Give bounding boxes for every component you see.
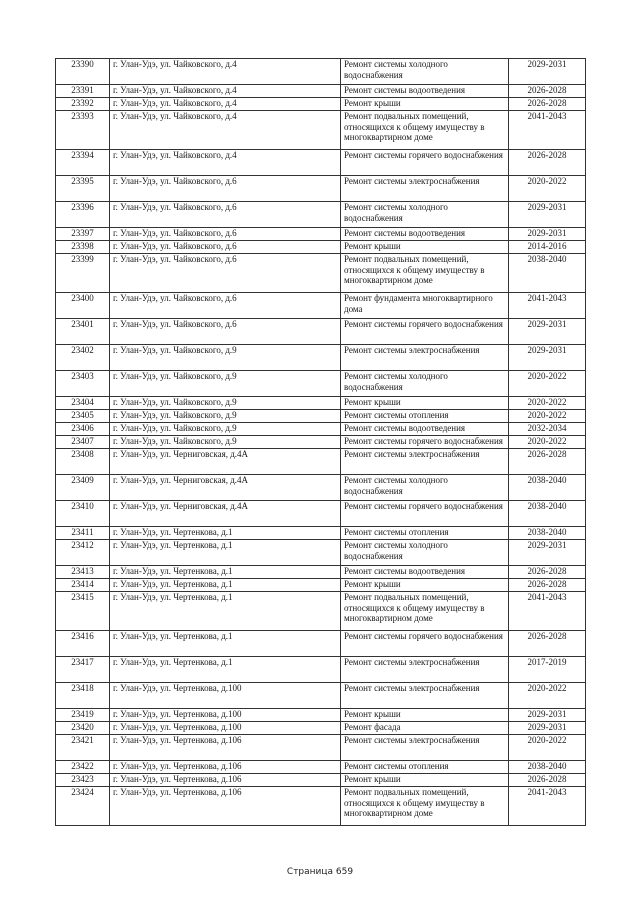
address-cell: г. Улан-Удэ, ул. Черниговская, д.4А	[110, 475, 341, 501]
work-type-cell: Ремонт системы водоотведения	[341, 228, 509, 241]
row-number-cell: 23417	[56, 657, 110, 683]
table-row	[56, 709, 586, 722]
table-row	[56, 319, 586, 345]
period-cell: 2029-2031	[509, 59, 586, 85]
work-type-cell: Ремонт системы горячего водоснабжения	[341, 150, 509, 176]
address-cell: г. Улан-Удэ, ул. Чертенкова, д.1	[110, 566, 341, 579]
row-number-cell: 23396	[56, 202, 110, 228]
period-cell: 2029-2031	[509, 540, 586, 566]
row-number-cell: 23390	[56, 59, 110, 85]
table-row	[56, 410, 586, 423]
row-number-cell: 23413	[56, 566, 110, 579]
period-cell: 2029-2031	[509, 709, 586, 722]
address-cell: г. Улан-Удэ, ул. Чайковского, д.4	[110, 85, 341, 98]
table-row	[56, 371, 586, 397]
row-number-cell: 23404	[56, 397, 110, 410]
row-number-cell: 23415	[56, 592, 110, 631]
work-type-cell: Ремонт системы электроснабжения	[341, 657, 509, 683]
period-cell: 2020-2022	[509, 371, 586, 397]
address-cell: г. Улан-Удэ, ул. Чайковского, д.4	[110, 150, 341, 176]
work-type-cell: Ремонт системы водоотведения	[341, 423, 509, 436]
table-row	[56, 566, 586, 579]
address-cell: г. Улан-Удэ, ул. Чайковского, д.4	[110, 111, 341, 150]
row-number-cell: 23421	[56, 735, 110, 761]
address-cell: г. Улан-Удэ, ул. Чайковского, д.6	[110, 293, 341, 319]
work-type-cell: Ремонт крыши	[341, 98, 509, 111]
table-row	[56, 345, 586, 371]
row-number-cell: 23403	[56, 371, 110, 397]
row-number-cell: 23398	[56, 241, 110, 254]
row-number-cell: 23416	[56, 631, 110, 657]
row-number-cell: 23411	[56, 527, 110, 540]
address-cell: г. Улан-Удэ, ул. Чертенкова, д.1	[110, 657, 341, 683]
table-row	[56, 397, 586, 410]
work-type-cell: Ремонт крыши	[341, 709, 509, 722]
address-cell: г. Улан-Удэ, ул. Чертенкова, д.106	[110, 787, 341, 826]
period-cell: 2026-2028	[509, 449, 586, 475]
period-cell: 2038-2040	[509, 761, 586, 774]
address-cell: г. Улан-Удэ, ул. Чайковского, д.9	[110, 371, 341, 397]
address-cell: г. Улан-Удэ, ул. Чайковского, д.6	[110, 176, 341, 202]
table-row	[56, 787, 586, 826]
work-type-cell: Ремонт системы холодного водоснабжения	[341, 475, 509, 501]
address-cell: г. Улан-Удэ, ул. Чайковского, д.6	[110, 202, 341, 228]
table-row	[56, 176, 586, 202]
work-type-cell: Ремонт подвальных помещений, относящихся к общему имуществу в многоквартирном доме	[341, 111, 509, 150]
period-cell: 2026-2028	[509, 98, 586, 111]
period-cell: 2020-2022	[509, 397, 586, 410]
table-row	[56, 735, 586, 761]
address-cell: г. Улан-Удэ, ул. Чайковского, д.4	[110, 59, 341, 85]
period-cell: 2020-2022	[509, 410, 586, 423]
period-cell: 2038-2040	[509, 527, 586, 540]
work-type-cell: Ремонт системы водоотведения	[341, 85, 509, 98]
table-row	[56, 631, 586, 657]
work-type-cell: Ремонт подвальных помещений, относящихся к общему имуществу в многоквартирном доме	[341, 787, 509, 826]
work-type-cell: Ремонт системы отопления	[341, 527, 509, 540]
work-type-cell: Ремонт системы электроснабжения	[341, 449, 509, 475]
table-row	[56, 761, 586, 774]
address-cell: г. Улан-Удэ, ул. Чертенкова, д.106	[110, 761, 341, 774]
table-row	[56, 228, 586, 241]
row-number-cell: 23397	[56, 228, 110, 241]
table-row	[56, 98, 586, 111]
address-cell: г. Улан-Удэ, ул. Чайковского, д.9	[110, 345, 341, 371]
address-cell: г. Улан-Удэ, ул. Чайковского, д.6	[110, 241, 341, 254]
address-cell: г. Улан-Удэ, ул. Чертенкова, д.1	[110, 540, 341, 566]
period-cell: 2020-2022	[509, 176, 586, 202]
address-cell: г. Улан-Удэ, ул. Чайковского, д.6	[110, 254, 341, 293]
address-cell: г. Улан-Удэ, ул. Чертенкова, д.1	[110, 579, 341, 592]
table-row	[56, 59, 586, 85]
period-cell: 2032-2034	[509, 423, 586, 436]
row-number-cell: 23423	[56, 774, 110, 787]
work-type-cell: Ремонт системы холодного водоснабжения	[341, 202, 509, 228]
row-number-cell: 23392	[56, 98, 110, 111]
table-row	[56, 592, 586, 631]
work-type-cell: Ремонт системы отопления	[341, 761, 509, 774]
address-cell: г. Улан-Удэ, ул. Чертенкова, д.100	[110, 722, 341, 735]
address-cell: г. Улан-Удэ, ул. Чайковского, д.4	[110, 98, 341, 111]
table-row	[56, 527, 586, 540]
repair-schedule-table	[55, 58, 586, 826]
period-cell: 2029-2031	[509, 345, 586, 371]
work-type-cell: Ремонт системы электроснабжения	[341, 735, 509, 761]
address-cell: г. Улан-Удэ, ул. Чайковского, д.9	[110, 397, 341, 410]
address-cell: г. Улан-Удэ, ул. Чертенкова, д.106	[110, 774, 341, 787]
address-cell: г. Улан-Удэ, ул. Чайковского, д.6	[110, 319, 341, 345]
work-type-cell: Ремонт крыши	[341, 397, 509, 410]
row-number-cell: 23391	[56, 85, 110, 98]
work-type-cell: Ремонт системы холодного водоснабжения	[341, 371, 509, 397]
work-type-cell: Ремонт системы электроснабжения	[341, 345, 509, 371]
address-cell: г. Улан-Удэ, ул. Чайковского, д.9	[110, 423, 341, 436]
work-type-cell: Ремонт подвальных помещений, относящихся к общему имуществу в многоквартирном доме	[341, 254, 509, 293]
row-number-cell: 23420	[56, 722, 110, 735]
period-cell: 2029-2031	[509, 722, 586, 735]
row-number-cell: 23395	[56, 176, 110, 202]
address-cell: г. Улан-Удэ, ул. Чертенкова, д.1	[110, 631, 341, 657]
period-cell: 2041-2043	[509, 111, 586, 150]
period-cell: 2041-2043	[509, 787, 586, 826]
row-number-cell: 23401	[56, 319, 110, 345]
table-row	[56, 436, 586, 449]
address-cell: г. Улан-Удэ, ул. Чайковского, д.9	[110, 410, 341, 423]
period-cell: 2026-2028	[509, 631, 586, 657]
table-row	[56, 202, 586, 228]
work-type-cell: Ремонт фасада	[341, 722, 509, 735]
row-number-cell: 23424	[56, 787, 110, 826]
row-number-cell: 23408	[56, 449, 110, 475]
address-cell: г. Улан-Удэ, ул. Чайковского, д.9	[110, 436, 341, 449]
period-cell: 2020-2022	[509, 436, 586, 449]
period-cell: 2038-2040	[509, 254, 586, 293]
table-row	[56, 111, 586, 150]
address-cell: г. Улан-Удэ, ул. Чертенкова, д.100	[110, 683, 341, 709]
table-row	[56, 579, 586, 592]
address-cell: г. Улан-Удэ, ул. Чертенкова, д.1	[110, 527, 341, 540]
address-cell: г. Улан-Удэ, ул. Чертенкова, д.100	[110, 709, 341, 722]
row-number-cell: 23414	[56, 579, 110, 592]
table-row	[56, 423, 586, 436]
period-cell: 2038-2040	[509, 501, 586, 527]
table-row	[56, 475, 586, 501]
address-cell: г. Улан-Удэ, ул. Черниговская, д.4А	[110, 501, 341, 527]
table-row	[56, 722, 586, 735]
work-type-cell: Ремонт системы отопления	[341, 410, 509, 423]
table-row	[56, 540, 586, 566]
period-cell: 2020-2022	[509, 735, 586, 761]
row-number-cell: 23402	[56, 345, 110, 371]
table-row	[56, 150, 586, 176]
period-cell: 2014-2016	[509, 241, 586, 254]
address-cell: г. Улан-Удэ, ул. Чайковского, д.6	[110, 228, 341, 241]
address-cell: г. Улан-Удэ, ул. Чертенкова, д.106	[110, 735, 341, 761]
table-row	[56, 657, 586, 683]
work-type-cell: Ремонт крыши	[341, 241, 509, 254]
table-row	[56, 241, 586, 254]
row-number-cell: 23405	[56, 410, 110, 423]
work-type-cell: Ремонт крыши	[341, 579, 509, 592]
work-type-cell: Ремонт подвальных помещений, относящихся к общему имуществу в многоквартирном доме	[341, 592, 509, 631]
work-type-cell: Ремонт системы холодного водоснабжения	[341, 59, 509, 85]
period-cell: 2026-2028	[509, 150, 586, 176]
row-number-cell: 23393	[56, 111, 110, 150]
work-type-cell: Ремонт системы электроснабжения	[341, 176, 509, 202]
address-cell: г. Улан-Удэ, ул. Черниговская, д.4А	[110, 449, 341, 475]
period-cell: 2041-2043	[509, 592, 586, 631]
table-row	[56, 449, 586, 475]
table-row	[56, 85, 586, 98]
period-cell: 2026-2028	[509, 85, 586, 98]
row-number-cell: 23419	[56, 709, 110, 722]
period-cell: 2026-2028	[509, 566, 586, 579]
work-type-cell: Ремонт системы горячего водоснабжения	[341, 631, 509, 657]
work-type-cell: Ремонт крыши	[341, 774, 509, 787]
period-cell: 2026-2028	[509, 579, 586, 592]
row-number-cell: 23412	[56, 540, 110, 566]
period-cell: 2026-2028	[509, 774, 586, 787]
period-cell: 2038-2040	[509, 475, 586, 501]
work-type-cell: Ремонт системы горячего водоснабжения	[341, 501, 509, 527]
row-number-cell: 23407	[56, 436, 110, 449]
work-type-cell: Ремонт системы водоотведения	[341, 566, 509, 579]
work-type-cell: Ремонт системы электроснабжения	[341, 683, 509, 709]
table-row	[56, 501, 586, 527]
page-number: Страница 659	[286, 867, 354, 877]
row-number-cell: 23410	[56, 501, 110, 527]
row-number-cell: 23400	[56, 293, 110, 319]
row-number-cell: 23399	[56, 254, 110, 293]
table-row	[56, 774, 586, 787]
work-type-cell: Ремонт фундамента многоквартирного дома	[341, 293, 509, 319]
row-number-cell: 23406	[56, 423, 110, 436]
row-number-cell: 23409	[56, 475, 110, 501]
period-cell: 2029-2031	[509, 319, 586, 345]
row-number-cell: 23394	[56, 150, 110, 176]
address-cell: г. Улан-Удэ, ул. Чертенкова, д.1	[110, 592, 341, 631]
work-type-cell: Ремонт системы холодного водоснабжения	[341, 540, 509, 566]
period-cell: 2029-2031	[509, 228, 586, 241]
row-number-cell: 23418	[56, 683, 110, 709]
table-row	[56, 254, 586, 293]
period-cell: 2029-2031	[509, 202, 586, 228]
table-row	[56, 683, 586, 709]
table-row	[56, 293, 586, 319]
period-cell: 2041-2043	[509, 293, 586, 319]
work-type-cell: Ремонт системы горячего водоснабжения	[341, 319, 509, 345]
work-type-cell: Ремонт системы горячего водоснабжения	[341, 436, 509, 449]
row-number-cell: 23422	[56, 761, 110, 774]
period-cell: 2020-2022	[509, 683, 586, 709]
period-cell: 2017-2019	[509, 657, 586, 683]
